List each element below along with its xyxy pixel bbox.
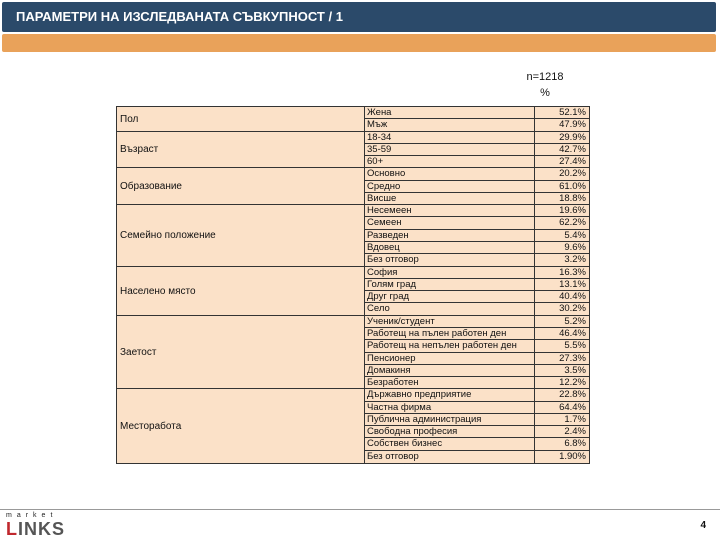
category-label: София <box>365 267 535 278</box>
category-value: 3.2% <box>564 254 586 266</box>
category-label: Висше <box>365 193 535 204</box>
category-label: Свободна професия <box>365 426 535 437</box>
category-value: 22.8% <box>559 389 586 401</box>
category-label: 60+ <box>365 156 535 167</box>
category-label: Частна фирма <box>365 402 535 413</box>
category-value: 9.6% <box>564 242 586 254</box>
category-label: Несемеен <box>365 205 535 216</box>
logo-main-text <box>6 520 78 538</box>
category-value: 64.4% <box>559 401 586 413</box>
category-label: 35-59 <box>365 144 535 155</box>
category-value: 6.8% <box>564 438 586 450</box>
sample-size-label: n=1218 <box>526 71 564 83</box>
table-row <box>365 168 589 180</box>
group-label: Семейно положение <box>117 205 365 266</box>
table-row <box>365 254 589 266</box>
category-value: 52.1% <box>559 107 586 118</box>
category-value: 5.5% <box>564 340 586 352</box>
category-value: 18.8% <box>559 192 586 204</box>
table-row <box>365 303 589 315</box>
category-value: 2.4% <box>564 426 586 438</box>
logo-top-text: market <box>6 512 58 519</box>
category-value: 20.2% <box>559 168 586 180</box>
category-label: Собствен бизнес <box>365 438 535 449</box>
category-label: Работещ на пълен работен ден <box>365 328 535 339</box>
logo-rest: INKS <box>18 519 66 539</box>
table-row <box>365 230 589 242</box>
category-value: 47.9% <box>559 119 586 131</box>
group-label: Възраст <box>117 132 365 169</box>
category-value: 40.4% <box>559 291 586 303</box>
table-row <box>365 132 589 144</box>
category-value: 12.2% <box>559 377 586 389</box>
category-label: Семеен <box>365 217 535 228</box>
table-row <box>365 107 589 119</box>
category-value: 29.9% <box>559 131 586 143</box>
group-label: Образование <box>117 168 365 205</box>
table-row <box>365 291 589 303</box>
table-row <box>365 414 589 426</box>
category-value: 3.5% <box>564 364 586 376</box>
group-label: Месторабота <box>117 389 365 463</box>
category-value: 5.4% <box>564 229 586 241</box>
category-label: Разведен <box>365 230 535 241</box>
category-label: Жена <box>365 107 535 118</box>
table-row <box>365 353 589 365</box>
category-label: Друг град <box>365 291 535 302</box>
category-value: 42.7% <box>559 143 586 155</box>
market-links-logo <box>6 512 78 538</box>
table-row <box>365 365 589 377</box>
category-label: Основно <box>365 168 535 179</box>
category-value: 27.4% <box>559 156 586 168</box>
category-label: Държавно предприятие <box>365 389 535 400</box>
table-row <box>365 119 589 131</box>
category-label: Без отговор <box>365 451 535 463</box>
category-value: 5.2% <box>564 315 586 327</box>
group-label: Заетост <box>117 316 365 390</box>
category-label: Домакиня <box>365 365 535 376</box>
accent-bar <box>2 34 716 52</box>
category-value: 27.3% <box>559 352 586 364</box>
page-number: 4 <box>700 520 706 531</box>
group-label: Пол <box>117 107 365 132</box>
table-row <box>365 451 589 463</box>
category-label: Без отговор <box>365 254 535 265</box>
group-label: Населено място <box>117 267 365 316</box>
table-row <box>365 328 589 340</box>
table-row <box>365 402 589 414</box>
table-row <box>365 279 589 291</box>
footer-divider <box>0 509 720 510</box>
demographics-table <box>116 106 590 464</box>
table-row <box>365 144 589 156</box>
category-label: Безработен <box>365 377 535 388</box>
table-row <box>365 156 589 168</box>
category-label: Средно <box>365 181 535 192</box>
table-row <box>365 438 589 450</box>
category-label: Село <box>365 303 535 314</box>
category-label: Голям град <box>365 279 535 290</box>
page-title: ПАРАМЕТРИ НА ИЗСЛЕДВАНАТА СЪВКУПНОСТ / 1 <box>2 2 716 32</box>
category-value: 30.2% <box>559 303 586 315</box>
table-row <box>365 217 589 229</box>
category-label: Работещ на непълен работен ден <box>365 340 535 351</box>
category-value: 19.6% <box>559 205 586 217</box>
table-row <box>365 389 589 401</box>
table-row <box>365 340 589 352</box>
category-value: 46.4% <box>559 327 586 339</box>
category-label: Публична администрация <box>365 414 535 425</box>
category-value: 1.7% <box>564 413 586 425</box>
table-row <box>365 181 589 193</box>
table-row <box>365 377 589 389</box>
table-row <box>365 267 589 279</box>
category-value: 13.1% <box>559 278 586 290</box>
category-label: Вдовец <box>365 242 535 253</box>
logo-initial: L <box>6 519 18 539</box>
category-label: Ученик/студент <box>365 316 535 327</box>
category-label: Пенсионер <box>365 353 535 364</box>
category-value: 62.2% <box>559 217 586 229</box>
category-value: 1.90% <box>559 450 586 462</box>
table-row <box>365 426 589 438</box>
table-row <box>365 205 589 217</box>
category-label: 18-34 <box>365 132 535 143</box>
category-label: Мъж <box>365 119 535 130</box>
table-row <box>365 316 589 328</box>
table-row <box>365 193 589 205</box>
unit-label: % <box>540 87 550 99</box>
category-value: 16.3% <box>559 266 586 278</box>
table-row <box>365 242 589 254</box>
category-value: 61.0% <box>559 180 586 192</box>
